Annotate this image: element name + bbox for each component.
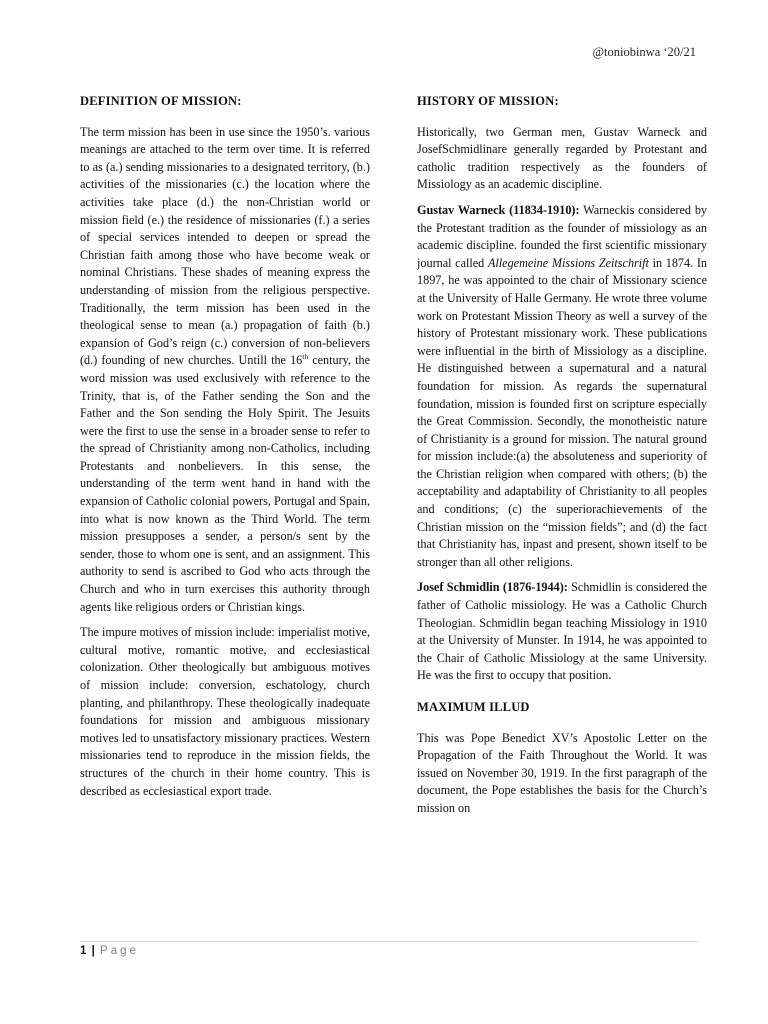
right-column [417, 93, 707, 826]
schmidlin-paragraph: Josef Schmidlin (1876-1944): Schmidlin is considered the father of Catholic missiology. He was a Catholic Church Theologian. Schmidlin began teaching Missiology in 1910 at the University of Munster. In 1914, he was appointed to the Chair of Catholic Missiology at the same University. He was the first to occupy that position. [417, 580, 707, 683]
footer-divider [80, 941, 698, 942]
page-footer [80, 945, 139, 957]
warneck-paragraph: Gustav Warneck (11834-1910): Warneckis considered by the Protestant tradition as the founder of missiology as an academic discipline. founded the first scientific missionary journal called Allegemeine Missions Zeitschrift in 1874. In 1897, he was appointed to the chair of Missionary science at the University of Halle Germany. He wrote three volume work on Protestant Mission Theory as well a survey of the history of Protestant missionary work. These publications were influential in the birth of Missiology as a discipline. He distinguished between a supernatural and a natural foundation for mission. As regards the supernatural foundation, mission is founded first on scripture especially the Great Commission. Secondly, the monotheistic nature of Christianity is a ground for mission. The natural ground for mission include:(a) the absoluteness and superiority of the Christian religion when compared with others; (b) the acceptability and adaptability of Christianity to all peoples and conditions; (c) the superiorachievements of the Christian mission on the “mission fields”; and (d) the fact that Christianity has, inpast and present, shown itself to be stronger than all other religions. [417, 202, 708, 569]
history-paragraph-1: Historically, two German men, Gustav Warneck and JosefSchmidlinare generally regarded by Protestant and catholic tradition respectively as the founders of Missiology as an academic discipline. [417, 124, 707, 192]
definition-paragraph-2: The impure motives of mission include: imperialist motive, cultural motive, romantic motive, and ecclesiastical colonization. Other theologically but ambiguous motives of mission include: conversion, eschatology, church planting, and philanthropy. These theologically inadequate foundations for mission and ambiguous missionary motives led to unsatisfactory missionary practices. Western missionaries tend to reproduce in the mission fields, the structures of the church in their home country. This is described as ecclesiastical export trade. [80, 625, 370, 798]
schmidlin-name: Josef Schmidlin (1876-1944): [417, 580, 568, 595]
footer-separator: | [91, 945, 95, 957]
author-handle: @toniobinwa ‘20/21 [592, 45, 696, 59]
history-heading: HISTORY OF MISSION: [417, 94, 559, 108]
superscript-th: th [302, 352, 309, 362]
definition-paragraph-1: The term mission has been in use since the 1950’s. various meanings are attached to the term over time. It is referred to as (a.) sending missionaries to a designated territory, (b.) activities of the missionaries (c.) the location where the activities take place (d.) the non-Christian world or mission field (e.) the residence of missionaries (f.) a series of special services intended to deepen or spread the Christian faith among those who have become weak or nominal Christians. These shades of meaning express the understanding of mission from the religious perspective. Traditionally, the term mission has been used in the theological sense to mean (a.) propagation of faith (b.) expansion of God’s reign (c.) conversion of non-believers (d.) founding of new churches. Untill the 16th century, the word mission was used exclusively with reference to the Trinity, that is, of the Father sending the Son and the Father and the Son sending the Holy Spirit. The Jesuits were the first to use the sense in a broader sense to refer to the spread of Christianity among non-Catholics, including Protestants and nonbelievers. In this sense, the understanding of the term went hand in hand with the expansion of Catholic colonial powers, Portugal and Spain, into what is now known as the Third World. The term mission presupposes a sender, a person/s sent by the sender, those to whom one is sent, and an assignment. This authority to send is ascribed to God who acts through the Church and who in turn exercises this authority through agents like religious orders or Christian kings. [80, 124, 370, 614]
maximum-illud-paragraph: This was Pope Benedict XV’s Apostolic Letter on the Propagation of the Faith Throughout the World. It was issued on November 30, 1919. In the first paragraph of the document, the Pope establishes the basis for the Church’s mission on [417, 730, 707, 815]
journal-title: Allegemeine Missions Zeitschrift [487, 255, 649, 270]
left-column [80, 93, 370, 808]
maximum-illud-heading: MAXIMUM ILLUD [417, 700, 530, 714]
definition-heading: DEFINITION OF MISSION: [80, 94, 242, 108]
warneck-name: Gustav Warneck (11834-1910): [417, 202, 580, 217]
page-number: 1 [80, 945, 87, 957]
page-label: Page [100, 945, 139, 957]
